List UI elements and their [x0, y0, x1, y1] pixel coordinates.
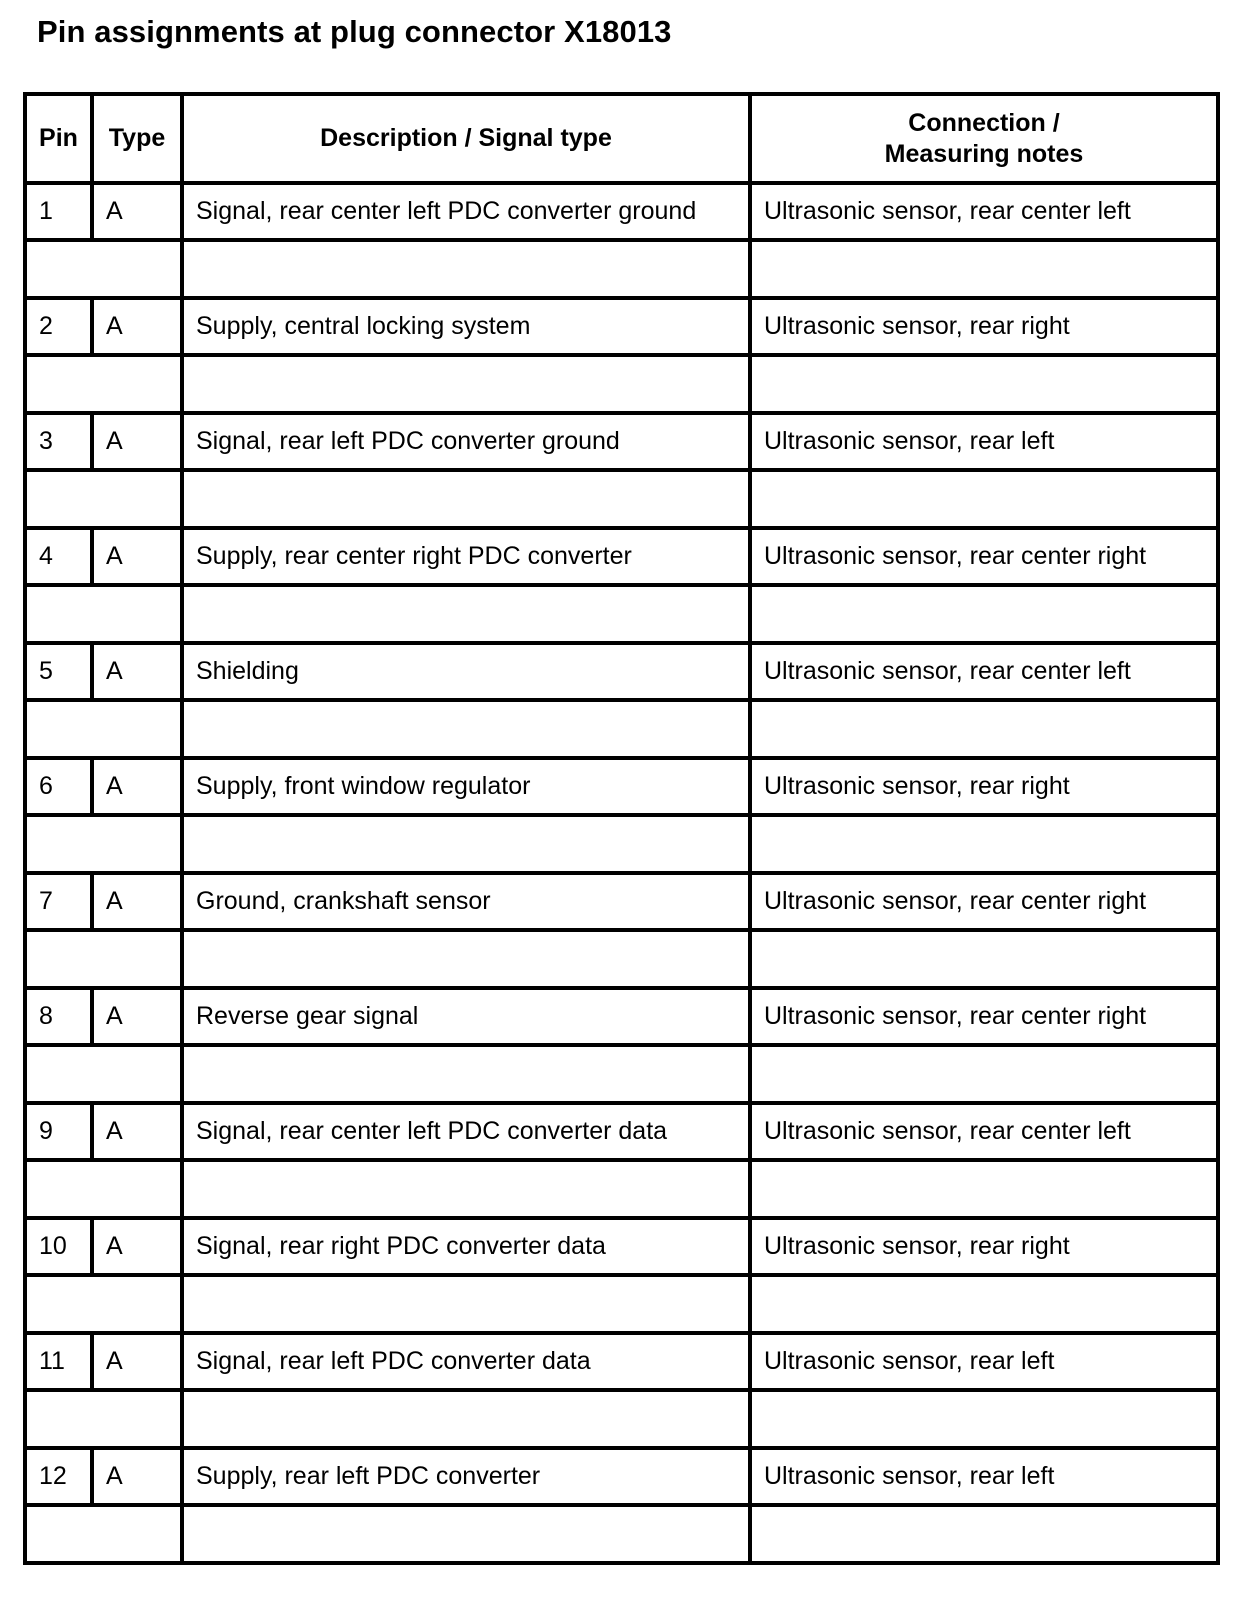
- type-cell: A: [92, 1333, 182, 1390]
- table-spacer-row: [25, 470, 1218, 528]
- type-cell: A: [92, 183, 182, 240]
- table-row: [25, 1448, 1218, 1505]
- connection-cell: Ultrasonic sensor, rear center left: [750, 643, 1218, 700]
- description-cell: Reverse gear signal: [182, 988, 750, 1045]
- spacer-cell-description: [182, 355, 750, 413]
- connection-cell: Ultrasonic sensor, rear right: [750, 758, 1218, 815]
- description-cell: Signal, rear left PDC converter ground: [182, 413, 750, 470]
- header-description: Description / Signal type: [182, 94, 750, 183]
- spacer-cell-connection: [750, 1390, 1218, 1448]
- connection-cell: Ultrasonic sensor, rear right: [750, 1218, 1218, 1275]
- table-spacer-row: [25, 815, 1218, 873]
- description-cell: Ground, crankshaft sensor: [182, 873, 750, 930]
- table-row: [25, 758, 1218, 815]
- spacer-cell-connection: [750, 1160, 1218, 1218]
- spacer-cell-connection: [750, 470, 1218, 528]
- spacer-cell-description: [182, 1160, 750, 1218]
- spacer-cell-pin-type: [25, 355, 182, 413]
- description-cell: Supply, front window regulator: [182, 758, 750, 815]
- type-cell: A: [92, 988, 182, 1045]
- spacer-cell-connection: [750, 1505, 1218, 1563]
- connection-cell: Ultrasonic sensor, rear center left: [750, 183, 1218, 240]
- type-cell: A: [92, 1448, 182, 1505]
- table-spacer-row: [25, 700, 1218, 758]
- description-cell: Supply, central locking system: [182, 298, 750, 355]
- description-cell: Supply, rear left PDC converter: [182, 1448, 750, 1505]
- connection-cell: Ultrasonic sensor, rear center right: [750, 528, 1218, 585]
- connection-cell: Ultrasonic sensor, rear center right: [750, 873, 1218, 930]
- type-cell: A: [92, 643, 182, 700]
- table-row: [25, 528, 1218, 585]
- table-row: [25, 1218, 1218, 1275]
- table-spacer-row: [25, 1390, 1218, 1448]
- spacer-cell-pin-type: [25, 1390, 182, 1448]
- connection-cell: Ultrasonic sensor, rear left: [750, 413, 1218, 470]
- pin-cell: 1: [25, 183, 92, 240]
- type-cell: A: [92, 1218, 182, 1275]
- spacer-cell-connection: [750, 585, 1218, 643]
- spacer-cell-connection: [750, 700, 1218, 758]
- table-row: [25, 1333, 1218, 1390]
- table-spacer-row: [25, 240, 1218, 298]
- spacer-cell-description: [182, 1275, 750, 1333]
- spacer-cell-pin-type: [25, 930, 182, 988]
- header-connection-line2: Measuring notes: [884, 139, 1084, 168]
- spacer-cell-description: [182, 815, 750, 873]
- header-connection-line1: Connection /: [908, 108, 1060, 137]
- spacer-cell-pin-type: [25, 1275, 182, 1333]
- table-row: [25, 988, 1218, 1045]
- pin-assignment-table: [23, 92, 1220, 1565]
- type-cell: A: [92, 528, 182, 585]
- description-cell: Signal, rear left PDC converter data: [182, 1333, 750, 1390]
- table-row: [25, 643, 1218, 700]
- table-row: [25, 298, 1218, 355]
- table-row: [25, 1103, 1218, 1160]
- type-cell: A: [92, 1103, 182, 1160]
- connection-cell: Ultrasonic sensor, rear left: [750, 1448, 1218, 1505]
- spacer-cell-pin-type: [25, 815, 182, 873]
- type-cell: A: [92, 873, 182, 930]
- spacer-cell-connection: [750, 240, 1218, 298]
- pin-cell: 4: [25, 528, 92, 585]
- pin-cell: 9: [25, 1103, 92, 1160]
- spacer-cell-pin-type: [25, 700, 182, 758]
- header-type: Type: [92, 94, 182, 183]
- table-spacer-row: [25, 1045, 1218, 1103]
- table-body: [25, 183, 1218, 1563]
- spacer-cell-description: [182, 1390, 750, 1448]
- pin-cell: 11: [25, 1333, 92, 1390]
- type-cell: A: [92, 298, 182, 355]
- description-cell: Signal, rear right PDC converter data: [182, 1218, 750, 1275]
- table-header-row: [25, 94, 1218, 183]
- header-pin: Pin: [25, 94, 92, 183]
- table-row: [25, 873, 1218, 930]
- pin-cell: 6: [25, 758, 92, 815]
- connection-cell: Ultrasonic sensor, rear right: [750, 298, 1218, 355]
- spacer-cell-connection: [750, 815, 1218, 873]
- pin-cell: 12: [25, 1448, 92, 1505]
- description-cell: Supply, rear center right PDC converter: [182, 528, 750, 585]
- page-title: Pin assignments at plug connector X18013: [37, 14, 672, 49]
- table-row: [25, 413, 1218, 470]
- spacer-cell-pin-type: [25, 585, 182, 643]
- spacer-cell-pin-type: [25, 1160, 182, 1218]
- description-cell: Signal, rear center left PDC converter ground: [182, 183, 750, 240]
- table-spacer-row: [25, 1275, 1218, 1333]
- spacer-cell-description: [182, 1505, 750, 1563]
- pin-cell: 2: [25, 298, 92, 355]
- spacer-cell-description: [182, 700, 750, 758]
- type-cell: A: [92, 413, 182, 470]
- table-spacer-row: [25, 930, 1218, 988]
- description-cell: Shielding: [182, 643, 750, 700]
- type-cell: A: [92, 758, 182, 815]
- spacer-cell-pin-type: [25, 470, 182, 528]
- spacer-cell-description: [182, 585, 750, 643]
- table-spacer-row: [25, 355, 1218, 413]
- spacer-cell-pin-type: [25, 1045, 182, 1103]
- pin-cell: 10: [25, 1218, 92, 1275]
- pin-cell: 7: [25, 873, 92, 930]
- spacer-cell-description: [182, 930, 750, 988]
- spacer-cell-description: [182, 240, 750, 298]
- table-spacer-row: [25, 585, 1218, 643]
- spacer-cell-pin-type: [25, 1505, 182, 1563]
- connection-cell: Ultrasonic sensor, rear center right: [750, 988, 1218, 1045]
- table-row: [25, 183, 1218, 240]
- spacer-cell-connection: [750, 1045, 1218, 1103]
- spacer-cell-description: [182, 470, 750, 528]
- table-spacer-row: [25, 1160, 1218, 1218]
- spacer-cell-connection: [750, 1275, 1218, 1333]
- spacer-cell-description: [182, 1045, 750, 1103]
- pin-cell: 5: [25, 643, 92, 700]
- pin-cell: 8: [25, 988, 92, 1045]
- spacer-cell-connection: [750, 930, 1218, 988]
- table-spacer-row: [25, 1505, 1218, 1563]
- pin-cell: 3: [25, 413, 92, 470]
- connection-cell: Ultrasonic sensor, rear center left: [750, 1103, 1218, 1160]
- description-cell: Signal, rear center left PDC converter data: [182, 1103, 750, 1160]
- spacer-cell-connection: [750, 355, 1218, 413]
- spacer-cell-pin-type: [25, 240, 182, 298]
- connection-cell: Ultrasonic sensor, rear left: [750, 1333, 1218, 1390]
- header-connection: [750, 94, 1218, 183]
